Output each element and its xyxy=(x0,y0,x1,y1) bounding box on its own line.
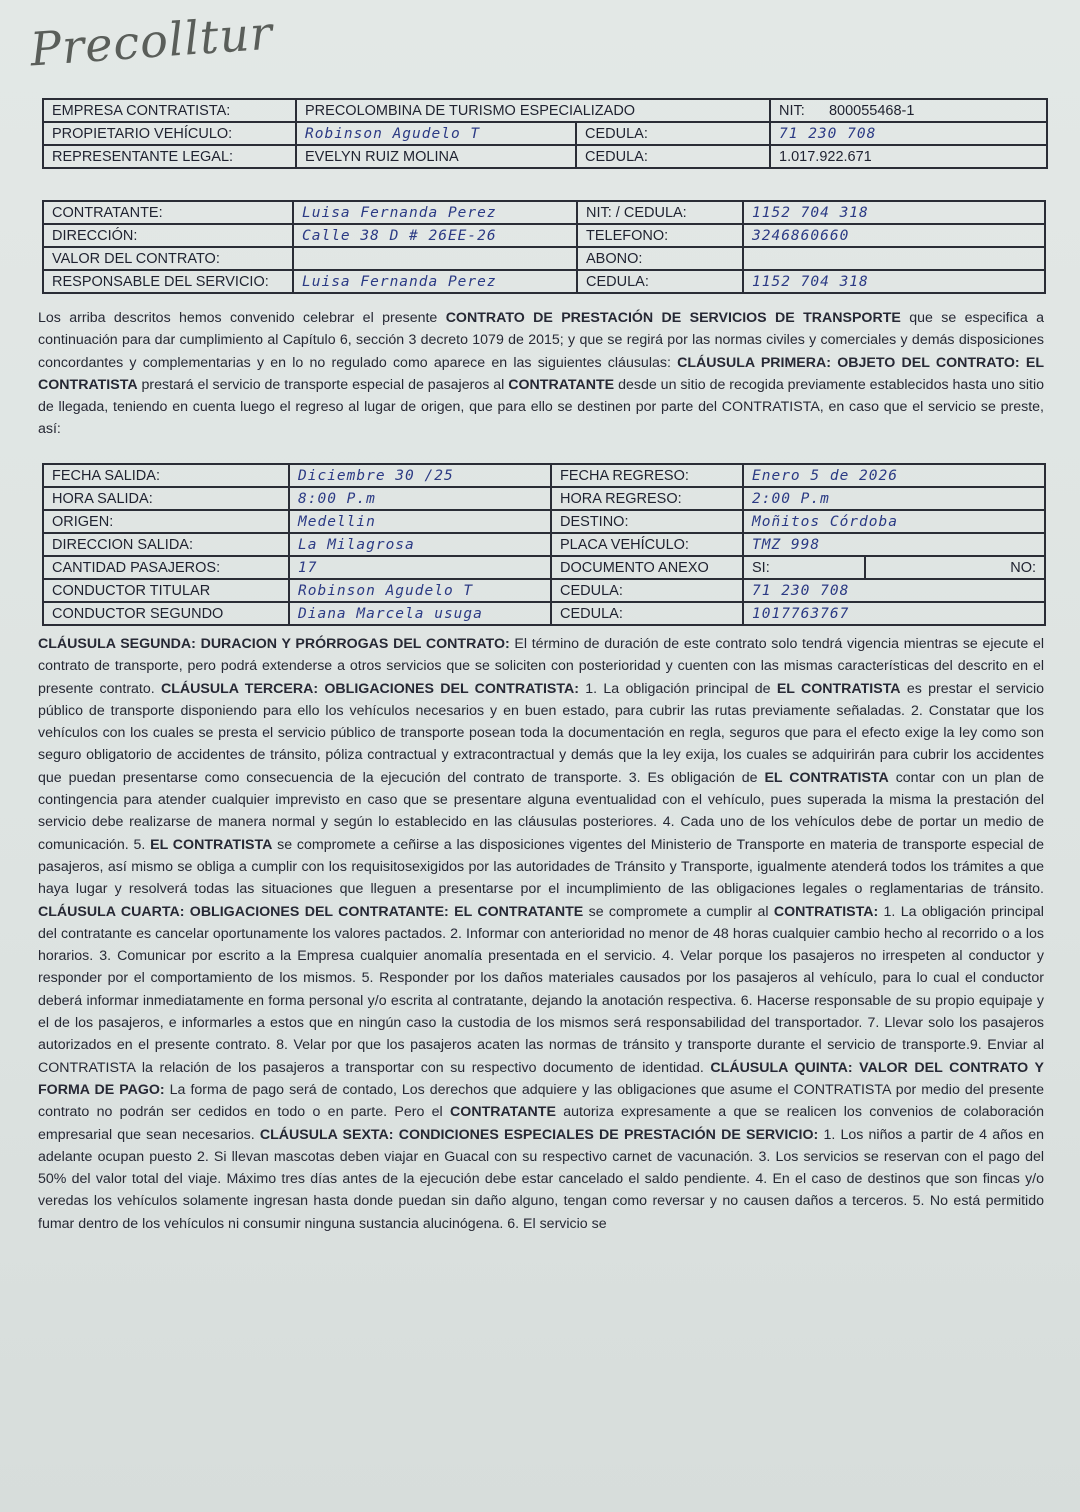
field-label: SI: xyxy=(743,556,865,579)
field-label: ABONO: xyxy=(577,247,743,270)
handwritten-value: 2:00 P.m xyxy=(743,487,1045,510)
handwritten-value: Robinson Agudelo T xyxy=(296,122,576,145)
field-label: DIRECCIÓN: xyxy=(43,224,293,247)
handwritten-value: 8:00 P.m xyxy=(289,487,551,510)
field-label: CEDULA: xyxy=(576,145,770,168)
clause-text: 1. La obligación principal del contratante es cancelar oportunamente los valores pactados. 2. Informar con anterioridad no menor de 48 horas cualquier cambio hecho al recorrido o a los horarios. 3. Comunicar por escrito a la Empresa cualquier anomalía presentada en el servicio. 4. Velar porque los pasajeros no irrespeten al conductor y responder por el comportamiento de los mismos. 5. Responder por los daños materiales causados por los pasajeros al vehículo, para lo cual el conductor deberá informar inmediatamente en forma personal y/o escrita al contratante, dejando la anotación respectiva. 6. Hacerse responsable de su propio equipaje y el de los pasajeros, e informarles a estos que en ningún caso la custodia de los mismos será responsabilidad del transportador. 7. Llevar solo los pasajeros autorizados en el presente contrato. 8. Velar por que los pasajeros acaten las normas de tránsito y transporte durante el servicio de transporte.9. Enviar al CONTRATISTA la relación de los pasajeros a transportar con su respectivo documento de identidad. xyxy=(38,903,1044,1076)
handwritten-value: 71 230 708 xyxy=(743,579,1045,602)
handwritten-value: Calle 38 D # 26EE-26 xyxy=(293,224,577,247)
field-label: DIRECCION SALIDA: xyxy=(43,533,289,556)
field-label: REPRESENTANTE LEGAL: xyxy=(43,145,296,168)
table-row xyxy=(43,201,1045,224)
clause-text: es prestar el servicio público de transporte disponiendo para ello los vehículos necesarios y en buen estado, para cubrir las rutas previamente señaladas. 2. Constatar que los vehículos con los cuales se presta el servicio público de transporte posean toda la documentación en regla, seguros que para el efecto exige la ley como son seguro obligatorio de accidentes de tránsito, póliza contractual y extracontractual y demás que la ley exija, los cuales se adquirirán para cubrir los accidentes que puedan presentarse como consecuencia de la ejecución del contrato de transporte. 3. Es obligación de xyxy=(38,680,1045,786)
clause-title: CLÁUSULA PRIMERA: OBJETO DEL CONTRATO: EL CONTRATISTA xyxy=(38,354,1044,393)
table-row xyxy=(43,487,1045,510)
field-value: 1.017.922.671 xyxy=(770,145,1047,168)
handwritten-value: Enero 5 de 2026 xyxy=(743,464,1045,487)
table-row xyxy=(43,533,1045,556)
field-label: NIT: / CEDULA: xyxy=(577,201,743,224)
field-label: CANTIDAD PASAJEROS: xyxy=(43,556,289,579)
field-label: PLACA VEHÍCULO: xyxy=(551,533,743,556)
client-info-table xyxy=(42,200,1046,294)
handwritten-value: Luisa Fernanda Perez xyxy=(293,201,577,224)
field-label: VALOR DEL CONTRATO: xyxy=(43,247,293,270)
clause-text: 1. Los niños a partir de 4 años en adelante ocupan puesto 2. Si llevan mascotas deben viajar en Guacal con su respectivo carnet de vacunación. 3. Los servicios se reservan con el pago del 50% del valor total del viaje. Máximo tres días antes de la ejecución debe estar cancelado el saldo pendiente. 4. En el caso de destinos que son fincas y/o veredas los vehículos solamente ingresan hasta donde puedan sin daño alguno, tengan como reversar y no causen daños a terceros. 5. No está permitido fumar dentro de los vehículos ni consumir ninguna sustancia alucinógena. 6. El servicio se xyxy=(38,1126,1044,1232)
table-row xyxy=(43,247,1045,270)
field-label: CONTRATANTE: xyxy=(43,201,293,224)
handwritten-value: 71 230 708 xyxy=(770,122,1047,145)
clause-text: desde un sitio de recogida previamente establecidos hasta uno sitio de llegada, teniendo en cuenta luego el regreso al lugar de origen, que para ello se destinen por parte del CONTRATISTA, en caso que el servicio se preste, así: xyxy=(38,376,1044,438)
clause-text: La forma de pago será de contado, Los derechos que adquiere y las obligaciones que asume el CONTRATISTA por medio del presente contrato no podrán ser cedidos en todo o en parte. Pero el xyxy=(38,1081,1044,1121)
field-value: 800055468-1 xyxy=(828,102,915,119)
handwritten-value: 1152 704 318 xyxy=(743,270,1045,293)
handwritten-value: Diciembre 30 /25 xyxy=(289,464,551,487)
handwritten-value: Medellin xyxy=(289,510,551,533)
handwritten-value: La Milagrosa xyxy=(289,533,551,556)
field-label: FECHA REGRESO: xyxy=(551,464,743,487)
clause-text: se compromete a ceñirse a las disposiciones vigentes del Ministerio de Transporte en materia de transporte especial de pasajeros, así mismo se obliga a cumplir con los requisitosexigidos por las autoridades de Tránsito y Transporte, igualmente atenderá todos los trámites a que haya lugar y resolverá todas las situaciones que lleguen a presentarse por el incumplimiento de las obligaciones legales o reglamentarias de tránsito. xyxy=(38,836,1044,898)
table-row xyxy=(43,602,1045,625)
field-value: EVELYN RUIZ MOLINA xyxy=(296,145,576,168)
field-label: CEDULA: xyxy=(576,122,770,145)
table-row xyxy=(43,510,1045,533)
clause-text: prestará el servicio de transporte especial de pasajeros al xyxy=(141,376,505,393)
clause-emphasis: CONTRATANTE xyxy=(450,1104,556,1121)
field-label: CEDULA: xyxy=(551,579,743,602)
field-label: DESTINO: xyxy=(551,510,743,533)
field-label: TELEFONO: xyxy=(577,224,743,247)
clause-text: 1. La obligación principal de xyxy=(585,680,771,697)
table-row xyxy=(43,122,1047,145)
field-label: CEDULA: xyxy=(551,602,743,625)
table-row xyxy=(43,464,1045,487)
handwritten-value: Moñitos Córdoba xyxy=(743,510,1045,533)
logo-text: Precolltur xyxy=(28,5,275,77)
field-label: PROPIETARIO VEHÍCULO: xyxy=(43,122,296,145)
handwritten-value: 1152 704 318 xyxy=(743,201,1045,224)
clause-emphasis: CONTRATISTA: xyxy=(773,903,879,920)
handwritten-value: Robinson Agudelo T xyxy=(289,579,551,602)
clause-emphasis: CONTRATANTE xyxy=(508,376,615,393)
field-label: HORA SALIDA: xyxy=(43,487,289,510)
field-label: NIT: xyxy=(779,102,805,119)
intro-paragraph xyxy=(38,307,1044,441)
field-value xyxy=(743,247,1045,270)
clause-emphasis: EL CONTRATISTA xyxy=(776,680,901,697)
handwritten-value: Diana Marcela usuga xyxy=(289,602,551,625)
nit-cell xyxy=(770,99,1047,122)
clauses-body xyxy=(38,633,1044,1235)
field-label: NO: xyxy=(865,556,1045,579)
clause-text: autoriza expresamente a que se realicen los convenios de colaboración empresarial que sean necesarios. xyxy=(38,1104,1044,1143)
field-label: HORA REGRESO: xyxy=(551,487,743,510)
field-label: DOCUMENTO ANEXO xyxy=(551,556,743,579)
clause-text: El término de duración de este contrato solo tendrá vigencia mientras se ejecute el contrato de transporte, pero podrá extenderse a otros servicios que se soliciten con posterioridad y cuenten con las mismas características del descrito en el presente contrato. xyxy=(38,636,1044,697)
company-logo xyxy=(28,6,274,77)
field-value xyxy=(293,247,577,270)
handwritten-value: 17 xyxy=(289,556,551,579)
handwritten-value: TMZ 998 xyxy=(743,533,1045,556)
field-label: ORIGEN: xyxy=(43,510,289,533)
clause-title: CLÁUSULA QUINTA: VALOR DEL CONTRATO Y FORMA DE PAGO: xyxy=(38,1059,1044,1098)
table-row xyxy=(43,145,1047,168)
field-label: FECHA SALIDA: xyxy=(43,464,289,487)
handwritten-value: 3246860660 xyxy=(743,224,1045,247)
contract-title: CONTRATO DE PRESTACIÓN DE SERVICIOS DE TRANSPORTE xyxy=(445,310,901,326)
clause-emphasis: EL CONTRATISTA xyxy=(150,836,273,853)
clause-title: CLÁUSULA SEXTA: CONDICIONES ESPECIALES DE PRESTACIÓN DE SERVICIO: xyxy=(259,1126,819,1143)
handwritten-value: 1017763767 xyxy=(743,602,1045,625)
clause-text: se compromete a cumplir al xyxy=(588,903,769,920)
handwritten-value: Luisa Fernanda Perez xyxy=(293,270,577,293)
field-label: CONDUCTOR SEGUNDO xyxy=(43,602,289,625)
table-row xyxy=(43,99,1047,122)
company-info-table xyxy=(42,98,1048,169)
intro-text: que se especifica a continuación para dar cumplimiento al Capítulo 6, sección 3 decreto 1079 de 2015; y que se regirá por las normas civiles y comerciales y demás disposiciones concordantes y complementarias y en lo no regulado como aparece en las siguientes cláusulas: xyxy=(38,310,1044,371)
trip-details-table xyxy=(42,463,1046,626)
table-row xyxy=(43,270,1045,293)
clause-text: contar con un plan de contingencia para atender cualquier imprevisto en caso que se presentare alguna eventualidad con el vehículo, pues superada la misma la prestación del servicio debe realizarse de manera normal y según lo establecido en las cláusulas posteriores. 4. Cada uno de los vehículos debe de portar un medio de comunicación. 5. xyxy=(38,769,1044,853)
clause-title: CLÁUSULA SEGUNDA: DURACION Y PRÓRROGAS DEL CONTRATO: xyxy=(38,636,510,652)
field-value: PRECOLOMBINA DE TURISMO ESPECIALIZADO xyxy=(296,99,770,122)
field-label: RESPONSABLE DEL SERVICIO: xyxy=(43,270,293,293)
table-row xyxy=(43,579,1045,602)
table-row xyxy=(43,224,1045,247)
intro-text: Los arriba descritos hemos convenido celebrar el presente xyxy=(38,310,438,326)
table-row xyxy=(43,556,1045,579)
field-label: EMPRESA CONTRATISTA: xyxy=(43,99,296,122)
clause-title: CLÁUSULA TERCERA: OBLIGACIONES DEL CONTRATISTA: xyxy=(161,680,579,697)
field-label: CEDULA: xyxy=(577,270,743,293)
field-label: CONDUCTOR TITULAR xyxy=(43,579,289,602)
clause-title: CLÁUSULA CUARTA: OBLIGACIONES DEL CONTRATANTE: EL CONTRATANTE xyxy=(38,903,584,920)
clause-emphasis: EL CONTRATISTA xyxy=(764,769,889,786)
